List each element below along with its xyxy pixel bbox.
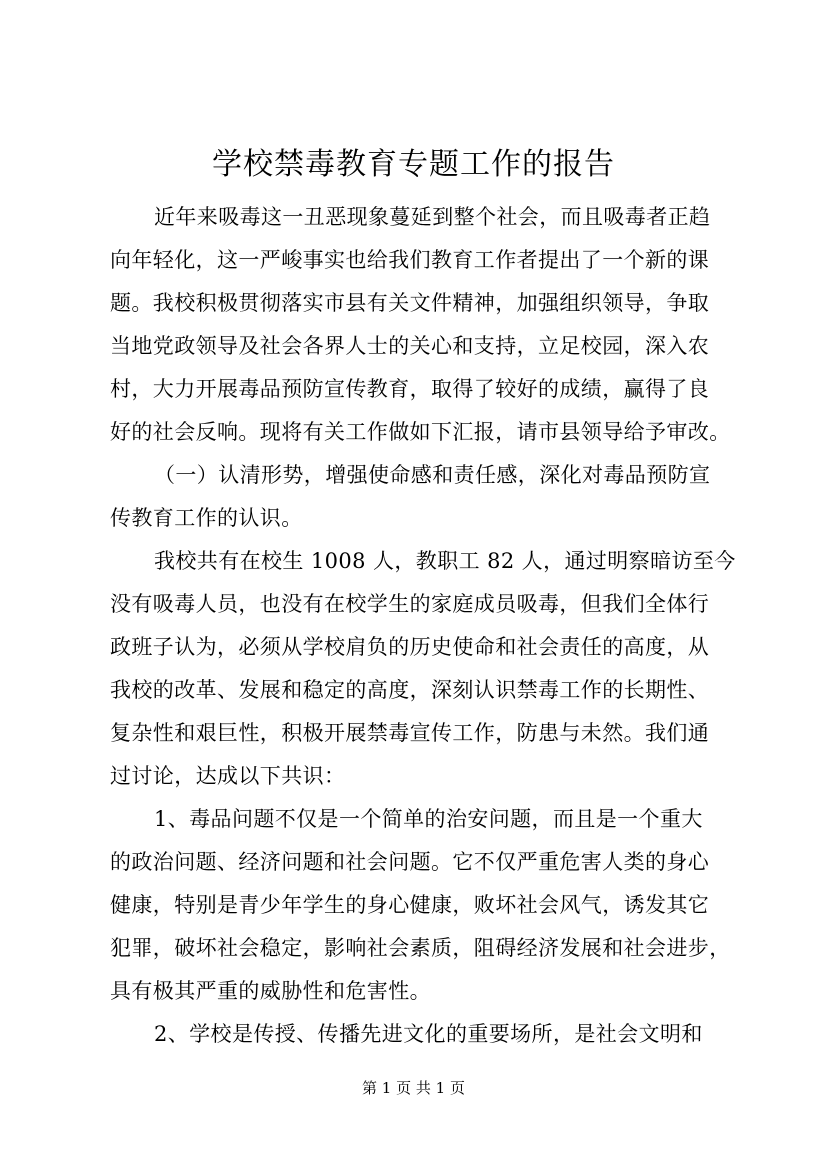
paragraph-line: 近年来吸毒这一丑恶现象蔓延到整个社会，而且吸毒者正趋	[154, 205, 711, 229]
document-body	[110, 196, 746, 1056]
paragraph-line: 复杂性和艰巨性，积极开展禁毒宣传工作，防患与未然。我们通	[110, 721, 710, 745]
paragraph-line: 过讨论，达成以下共识：	[110, 764, 346, 788]
paragraph-line: 我校的改革、发展和稳定的高度，深刻认识禁毒工作的长期性、	[110, 678, 710, 702]
list-item-line: 2、学校是传授、传播先进文化的重要场所，是社会文明和	[154, 1022, 703, 1046]
paragraph-line: 向年轻化，这一严峻事实也给我们教育工作者提出了一个新的课	[110, 248, 710, 272]
paragraph-line: 题。我校积极贯彻落实市县有关文件精神，加强组织领导，争取	[110, 291, 710, 315]
paragraph-line: 村，大力开展毒品预防宣传教育，取得了较好的成绩，赢得了良	[110, 377, 710, 401]
list-item-line: 犯罪，破坏社会稳定，影响社会素质，阻碍经济发展和社会进步，	[110, 936, 731, 960]
paragraph-line: 政班子认为，必须从学校肩负的历史使命和社会责任的高度，从	[110, 635, 710, 659]
section-heading-line: 传教育工作的认识。	[110, 506, 303, 530]
paragraph-line: 好的社会反响。现将有关工作做如下汇报，请市县领导给予审改。	[110, 420, 731, 444]
paragraph-line: 没有吸毒人员，也没有在校学生的家庭成员吸毒，但我们全体行	[110, 592, 710, 616]
list-item-line: 具有极其严重的威胁性和危害性。	[110, 979, 431, 1003]
paragraph-line: 我校共有在校生 1008 人，教职工 82 人，通过明察暗访至今	[154, 549, 736, 573]
document-title: 学校禁毒教育专题工作的报告	[212, 147, 615, 182]
list-item-line: 健康，特别是青少年学生的身心健康，败坏社会风气，诱发其它	[110, 893, 710, 917]
list-item-line: 1、毒品问题不仅是一个简单的治安问题，而且是一个重大	[154, 807, 703, 831]
page-number-footer: 第 1 页 共 1 页	[362, 1079, 465, 1097]
section-heading-line: （一）认清形势，增强使命感和责任感，深化对毒品预防宣	[154, 463, 711, 487]
list-item-line: 的政治问题、经济问题和社会问题。它不仅严重危害人类的身心	[110, 850, 710, 874]
paragraph-line: 当地党政领导及社会各界人士的关心和支持，立足校园，深入农	[110, 334, 710, 358]
